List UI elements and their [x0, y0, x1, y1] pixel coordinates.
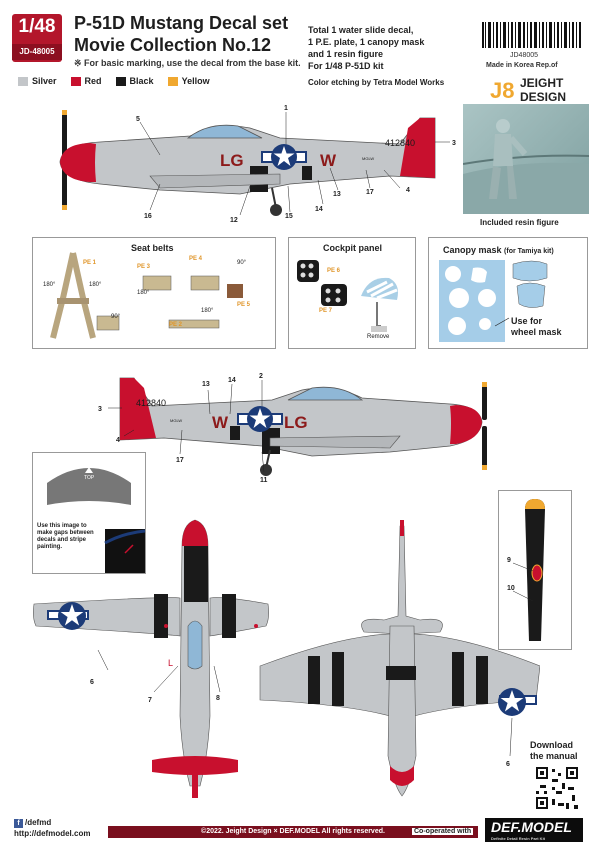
svg-text:J8: J8 [490, 78, 515, 103]
pe-1-label: PE 1 [83, 260, 97, 266]
cockpit-panel-box [288, 237, 416, 349]
jeight-design-logo: J8 JEIGHT DESIGN [490, 76, 567, 104]
gap-note-text: Use this image to make gaps between decals and stripe painting. [37, 523, 94, 550]
callout-6-top: 6 [90, 679, 94, 686]
callout-17-right: 17 [176, 457, 184, 464]
facebook-link[interactable]: f /defmd [14, 817, 90, 828]
callout-13-right: 13 [202, 381, 210, 388]
copyright-bar: ©2022. Jeight Design × DEF.MODEL All rights reserved. [108, 826, 478, 838]
stencil-text: MGLW [362, 156, 375, 161]
callout-9: 9 [507, 557, 511, 564]
callout-8: 8 [216, 695, 220, 702]
callout-4-right: 4 [116, 437, 120, 444]
resin-figure-photo [463, 104, 589, 214]
website-link[interactable]: http://defmodel.com [14, 829, 91, 838]
callout-6-bottom: 6 [506, 761, 510, 768]
seat-belts-title: Seat belts [131, 243, 174, 253]
serial-number: 412840 [385, 138, 416, 148]
figure-image [463, 104, 589, 214]
callout-14-right: 14 [228, 377, 236, 384]
swatch-yellow [168, 77, 178, 86]
cockpit-panel-diagram [289, 238, 417, 350]
aircraft-side-view-right [90, 360, 510, 485]
remove-label: Remove [367, 334, 390, 340]
kit-contents: Total 1 water slide decal, 1 P.E. plate, 1 canopy mask and 1 resin figure For 1/48 P-51D kit [308, 25, 425, 71]
code-letter-w: W [320, 151, 337, 170]
top-code-letter: L [168, 658, 174, 668]
pe-6-label: PE 6 [327, 268, 341, 274]
deg-180-d: 180° [201, 308, 214, 314]
swatch-black [116, 77, 126, 86]
pe-7-label: PE 7 [319, 308, 333, 314]
top-label: TOP [84, 475, 95, 481]
pe-4-label: PE 4 [189, 256, 203, 262]
pe-2-label: PE 2 [169, 322, 183, 328]
callout-11: 11 [260, 477, 268, 484]
basic-marking-note: ※ For basic marking, use the decal from the base kit. [74, 58, 301, 68]
callout-12: 12 [230, 217, 238, 224]
deg-180-b: 180° [89, 282, 102, 288]
callout-3: 3 [452, 140, 456, 147]
pe-5-label: PE 5 [237, 302, 251, 308]
canopy-mask-sheet [429, 238, 589, 350]
product-code: JD-48005 [12, 44, 62, 60]
color-red: Red [71, 76, 102, 86]
made-in-label: Made in Korea Rep.of [486, 62, 558, 69]
callout-7: 7 [148, 697, 152, 704]
callout-15: 15 [285, 213, 293, 220]
pe-3-label: PE 3 [137, 264, 151, 270]
color-black: Black [116, 76, 154, 86]
code-letter-w-right: W [212, 413, 229, 432]
download-manual: Download the manual [530, 740, 578, 761]
callout-2: 2 [259, 373, 263, 380]
swatch-silver [18, 77, 28, 86]
callout-1: 1 [284, 105, 288, 112]
deg-180-a: 180° [43, 282, 56, 288]
code-letters-lg-right: LG [284, 413, 308, 432]
deg-180-c: 180° [137, 290, 150, 296]
code-letters-lg: LG [220, 151, 244, 170]
resin-figure-caption: Included resin figure [480, 218, 559, 227]
cockpit-panel-title: Cockpit panel [323, 243, 383, 253]
serial-number-right: 412840 [136, 398, 167, 408]
defmodel-logo: DEF.MODEL Definite Detail Resin Part Kit [485, 818, 583, 842]
wheel-mask-note: Use for wheel mask [511, 316, 562, 337]
callout-14: 14 [315, 206, 323, 213]
scale-badge [12, 14, 62, 62]
title-line-2: Movie Collection No.12 [74, 35, 272, 55]
deg-90-b: 90° [237, 260, 247, 266]
aircraft-side-view-left [40, 100, 460, 225]
scale-text: 1/48 [18, 16, 56, 37]
page-title [74, 12, 288, 56]
swatch-red [71, 77, 81, 86]
facebook-icon: f [14, 819, 23, 828]
stencil-text-right: MGLW [170, 418, 183, 423]
j8-logo-mark [490, 74, 518, 104]
callout-16: 16 [144, 213, 152, 220]
color-legend [18, 76, 210, 86]
seat-belt-diagrams [33, 238, 277, 350]
coop-label: Co-operated with [414, 828, 472, 835]
barcode-number: JD48005 [510, 52, 539, 59]
seat-belts-panel [32, 237, 276, 349]
canopy-mask-panel [428, 237, 588, 349]
aircraft-bottom-view [240, 516, 540, 816]
qr-code[interactable] [534, 765, 580, 811]
color-silver: Silver [18, 76, 57, 86]
deg-90-a: 90° [111, 314, 121, 320]
social-links [14, 817, 90, 839]
callout-5: 5 [136, 116, 140, 123]
etching-credit: Color etching by Tetra Model Works [308, 78, 445, 87]
canopy-mask-title: Canopy mask (for Tamiya kit) [443, 245, 554, 255]
barcode [480, 20, 582, 50]
callout-4: 4 [406, 187, 410, 194]
title-line-1: P-51D Mustang Decal set [74, 13, 289, 33]
callout-13: 13 [333, 191, 341, 198]
callout-17: 17 [366, 189, 374, 196]
callout-3-right: 3 [98, 406, 102, 413]
color-yellow: Yellow [168, 76, 210, 86]
callout-10: 10 [507, 585, 515, 592]
